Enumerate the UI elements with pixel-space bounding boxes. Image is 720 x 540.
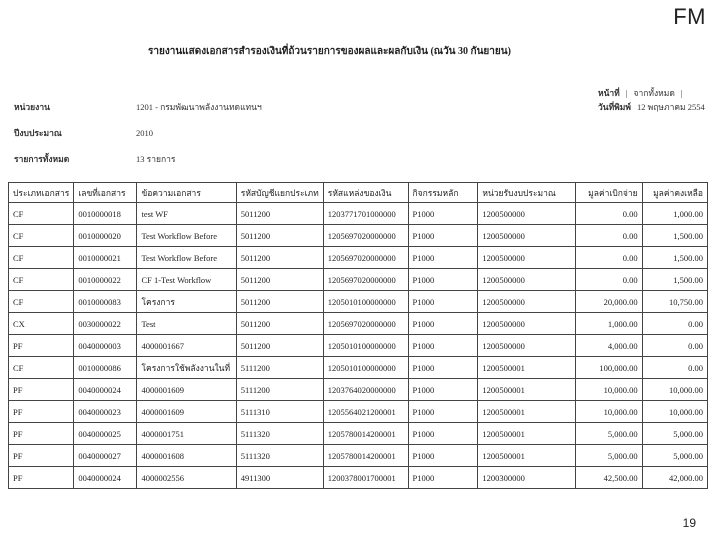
page-number: 19 (682, 516, 696, 530)
report-meta (14, 100, 262, 178)
cell-remaining-amount: 10,000.00 (642, 401, 707, 423)
cell-doc-text: 4000001609 (137, 401, 236, 423)
header-fund-source: รหัสแหล่งของเงิน (323, 183, 408, 203)
cell-doc-type: CF (9, 269, 74, 291)
cell-remaining-amount: 1,500.00 (642, 269, 707, 291)
cell-doc-number: 0040000003 (74, 335, 137, 357)
cell-paid-amount: 5,000.00 (576, 445, 643, 467)
cell-doc-type: CF (9, 203, 74, 225)
cell-doc-text: 4000001751 (137, 423, 236, 445)
print-date-value: 12 พฤษภาคม 2554 (637, 102, 705, 112)
total-value: 13 รายการ (136, 154, 176, 164)
cell-budget-unit: 1200500001 (478, 401, 576, 423)
cell-paid-amount: 10,000.00 (576, 379, 643, 401)
cell-main-activity: P1000 (408, 291, 478, 313)
cell-doc-type: CF (9, 357, 74, 379)
cell-doc-type: PF (9, 401, 74, 423)
cell-main-activity: P1000 (408, 401, 478, 423)
table-row (9, 401, 708, 423)
brand-mark: FM (673, 4, 706, 29)
cell-main-activity: P1000 (408, 423, 478, 445)
cell-doc-number: 0040000024 (74, 379, 137, 401)
print-date-label: วันที่พิมพ์ (598, 102, 631, 112)
cell-paid-amount: 1,000.00 (576, 313, 643, 335)
fiscal-year-label: ปีงบประมาณ (14, 128, 62, 138)
cell-fund-source: 1203771701000000 (323, 203, 408, 225)
table-row (9, 379, 708, 401)
cell-doc-text: 4000002556 (137, 467, 236, 489)
cell-doc-number: 0010000018 (74, 203, 137, 225)
cell-budget-unit: 1200500001 (478, 445, 576, 467)
cell-main-activity: P1000 (408, 357, 478, 379)
cell-fund-source: 1205697020000000 (323, 247, 408, 269)
page-separator-end: | (680, 88, 683, 98)
table-row (9, 313, 708, 335)
cell-main-activity: P1000 (408, 445, 478, 467)
table-row (9, 423, 708, 445)
cell-fund-source: 1205564021200001 (323, 401, 408, 423)
cell-main-activity: P1000 (408, 269, 478, 291)
table-row (9, 335, 708, 357)
cell-doc-number: 0040000027 (74, 445, 137, 467)
cell-budget-unit: 1200500001 (478, 357, 576, 379)
cell-remaining-amount: 10,750.00 (642, 291, 707, 313)
cell-remaining-amount: 1,000.00 (642, 203, 707, 225)
cell-fund-source: 1200378001700001 (323, 467, 408, 489)
cell-gl-account: 5111320 (236, 423, 323, 445)
cell-remaining-amount: 1,500.00 (642, 247, 707, 269)
cell-doc-number: 0030000022 (74, 313, 137, 335)
cell-gl-account: 5011200 (236, 225, 323, 247)
cell-fund-source: 1205780014200001 (323, 423, 408, 445)
cell-fund-source: 1203764020000000 (323, 379, 408, 401)
fiscal-year-value: 2010 (136, 128, 153, 138)
cell-paid-amount: 0.00 (576, 269, 643, 291)
cell-doc-text: CF 1-Test Workflow (137, 269, 236, 291)
total-row (14, 152, 262, 166)
page-value: จากทั้งหมด (633, 88, 675, 98)
cell-paid-amount: 20,000.00 (576, 291, 643, 313)
cell-gl-account: 4911300 (236, 467, 323, 489)
header-remaining-amount: มูลค่าคงเหลือ (642, 183, 707, 203)
header-paid-amount: มูลค่าเบิกจ่าย (576, 183, 643, 203)
cell-gl-account: 5111200 (236, 379, 323, 401)
cell-gl-account: 5011200 (236, 291, 323, 313)
cell-paid-amount: 42,500.00 (576, 467, 643, 489)
fiscal-year-row (14, 126, 262, 140)
cell-doc-number: 0010000021 (74, 247, 137, 269)
cell-doc-number: 0010000086 (74, 357, 137, 379)
page-label: หน้าที่ (598, 88, 620, 98)
table-row (9, 225, 708, 247)
total-label: รายการทั้งหมด (14, 154, 70, 164)
cell-doc-text: 4000001608 (137, 445, 236, 467)
page-separator: | (625, 88, 628, 98)
cell-doc-text: โครงการ (137, 291, 236, 313)
cell-doc-text: test WF (137, 203, 236, 225)
cell-budget-unit: 1200500000 (478, 225, 576, 247)
header-doc-number: เลขที่เอกสาร (74, 183, 137, 203)
cell-doc-text: Test Workflow Before (137, 247, 236, 269)
cell-gl-account: 5111310 (236, 401, 323, 423)
agency-label: หน่วยงาน (14, 102, 50, 112)
table-row (9, 203, 708, 225)
cell-main-activity: P1000 (408, 247, 478, 269)
cell-doc-type: PF (9, 335, 74, 357)
cell-doc-number: 0040000025 (74, 423, 137, 445)
cell-doc-number: 0010000020 (74, 225, 137, 247)
table-header-row (9, 183, 708, 203)
cell-budget-unit: 1200500001 (478, 423, 576, 445)
documents-table (8, 182, 708, 489)
page-count-row (598, 86, 705, 100)
cell-fund-source: 1205010100000000 (323, 357, 408, 379)
cell-paid-amount: 0.00 (576, 225, 643, 247)
cell-gl-account: 5011200 (236, 203, 323, 225)
cell-doc-type: CF (9, 291, 74, 313)
cell-gl-account: 5011200 (236, 335, 323, 357)
cell-doc-number: 0010000083 (74, 291, 137, 313)
cell-doc-type: PF (9, 445, 74, 467)
cell-doc-text: โครงการใช้พลังงานในที่ (137, 357, 236, 379)
cell-paid-amount: 5,000.00 (576, 423, 643, 445)
cell-doc-text: Test (137, 313, 236, 335)
header-doc-type: ประเภทเอกสาร (9, 183, 74, 203)
table-body (9, 203, 708, 489)
cell-doc-type: CF (9, 225, 74, 247)
cell-paid-amount: 0.00 (576, 247, 643, 269)
header-main-activity: กิจกรรมหลัก (408, 183, 478, 203)
cell-paid-amount: 100,000.00 (576, 357, 643, 379)
cell-doc-text: 4000001609 (137, 379, 236, 401)
cell-doc-number: 0010000022 (74, 269, 137, 291)
cell-budget-unit: 1200500000 (478, 247, 576, 269)
cell-gl-account: 5011200 (236, 247, 323, 269)
cell-paid-amount: 0.00 (576, 203, 643, 225)
cell-remaining-amount: 0.00 (642, 335, 707, 357)
cell-budget-unit: 1200500001 (478, 379, 576, 401)
print-date-row (598, 100, 705, 114)
cell-remaining-amount: 5,000.00 (642, 423, 707, 445)
cell-doc-type: PF (9, 423, 74, 445)
cell-doc-number: 0040000023 (74, 401, 137, 423)
header-gl-account: รหัสบัญชีแยกประเภท (236, 183, 323, 203)
cell-fund-source: 1205010100000000 (323, 291, 408, 313)
page-info (598, 86, 705, 114)
cell-gl-account: 5011200 (236, 313, 323, 335)
cell-doc-type: CF (9, 247, 74, 269)
table-row (9, 247, 708, 269)
cell-doc-type: PF (9, 467, 74, 489)
table-row (9, 269, 708, 291)
cell-remaining-amount: 0.00 (642, 313, 707, 335)
cell-remaining-amount: 42,000.00 (642, 467, 707, 489)
cell-budget-unit: 1200300000 (478, 467, 576, 489)
header-doc-text: ข้อความเอกสาร (137, 183, 236, 203)
cell-budget-unit: 1200500000 (478, 291, 576, 313)
cell-remaining-amount: 5,000.00 (642, 445, 707, 467)
table-row (9, 445, 708, 467)
cell-doc-number: 0040000024 (74, 467, 137, 489)
cell-fund-source: 1205697020000000 (323, 269, 408, 291)
cell-fund-source: 1205697020000000 (323, 225, 408, 247)
cell-main-activity: P1000 (408, 379, 478, 401)
cell-main-activity: P1000 (408, 313, 478, 335)
table-row (9, 467, 708, 489)
cell-remaining-amount: 1,500.00 (642, 225, 707, 247)
cell-paid-amount: 4,000.00 (576, 335, 643, 357)
table-row (9, 291, 708, 313)
table-row (9, 357, 708, 379)
cell-budget-unit: 1200500000 (478, 313, 576, 335)
cell-remaining-amount: 0.00 (642, 357, 707, 379)
header-budget-unit: หน่วยรับงบประมาณ (478, 183, 576, 203)
cell-doc-type: CX (9, 313, 74, 335)
cell-main-activity: P1000 (408, 467, 478, 489)
cell-main-activity: P1000 (408, 225, 478, 247)
cell-remaining-amount: 10,000.00 (642, 379, 707, 401)
cell-budget-unit: 1200500000 (478, 203, 576, 225)
cell-fund-source: 1205780014200001 (323, 445, 408, 467)
cell-doc-text: Test Workflow Before (137, 225, 236, 247)
agency-row (14, 100, 262, 114)
cell-paid-amount: 10,000.00 (576, 401, 643, 423)
cell-doc-text: 4000001667 (137, 335, 236, 357)
cell-budget-unit: 1200500000 (478, 335, 576, 357)
cell-fund-source: 1205010100000000 (323, 335, 408, 357)
cell-main-activity: P1000 (408, 203, 478, 225)
agency-value: 1201 - กรมพัฒนาพลังงานทดแทนฯ (136, 102, 262, 112)
cell-doc-type: PF (9, 379, 74, 401)
cell-gl-account: 5111320 (236, 445, 323, 467)
cell-gl-account: 5111200 (236, 357, 323, 379)
cell-main-activity: P1000 (408, 335, 478, 357)
cell-budget-unit: 1200500000 (478, 269, 576, 291)
report-title: รายงานแสดงเอกสารสำรองเงินที่ถ้วนรายการของผลและผลกับเงิน (ณวัน 30 กันยายน) (148, 46, 511, 57)
cell-gl-account: 5011200 (236, 269, 323, 291)
cell-fund-source: 1205697020000000 (323, 313, 408, 335)
